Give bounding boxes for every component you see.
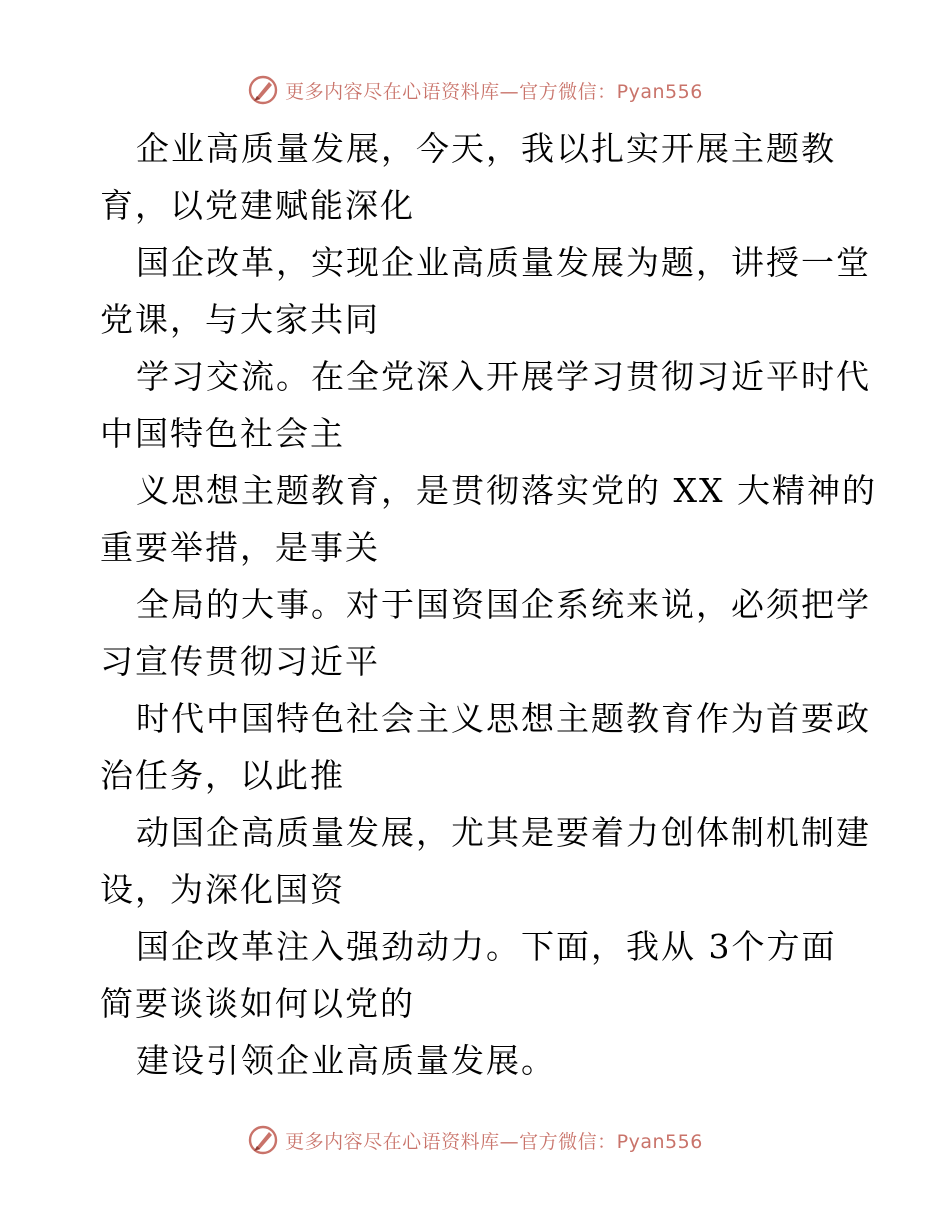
- text-line: 治任务，以此推: [100, 756, 345, 795]
- text-line: 企业高质量发展，今天，我以扎实开展主题教: [136, 129, 836, 168]
- quill-logo-icon: [247, 1124, 279, 1156]
- text-line: 简要谈谈如何以党的: [100, 984, 415, 1023]
- text-line: 动国企高质量发展，尤其是要着力创体制机制建: [136, 813, 871, 852]
- header-banner-inner: [247, 74, 703, 106]
- text-line: 学习交流。在全党深入开展学习贯彻习近平时代: [136, 357, 871, 396]
- text-line: 设，为深化国资: [100, 870, 345, 909]
- text-line: 重要举措，是事关: [100, 528, 380, 567]
- footer-watermark-banner: [0, 1120, 950, 1160]
- quill-logo-icon: [247, 74, 279, 106]
- text-line: 国企改革注入强劲动力。下面，我从 3个方面: [136, 927, 837, 966]
- text-line: 义思想主题教育，是贯彻落实党的 XX 大精神的: [136, 471, 877, 510]
- text-line: 习宣传贯彻习近平: [100, 642, 380, 681]
- text-line: 中国特色社会主: [100, 414, 345, 453]
- text-line: 党课，与大家共同: [100, 300, 380, 339]
- footer-banner-text: 更多内容尽在心语资料库—官方微信：Pyan556: [285, 1130, 703, 1153]
- footer-banner-inner: [247, 1124, 703, 1156]
- header-watermark-banner: [0, 70, 950, 110]
- text-line: 国企改革，实现企业高质量发展为题，讲授一堂: [136, 243, 871, 282]
- header-banner-text: 更多内容尽在心语资料库—官方微信：Pyan556: [285, 80, 703, 103]
- text-line: 时代中国特色社会主义思想主题教育作为首要政: [136, 699, 871, 738]
- text-line: 全局的大事。对于国资国企系统来说，必须把学: [136, 585, 871, 624]
- text-line: 育，以党建赋能深化: [100, 186, 415, 225]
- document-body: [100, 120, 877, 1089]
- text-line: 建设引领企业高质量发展。: [136, 1041, 556, 1080]
